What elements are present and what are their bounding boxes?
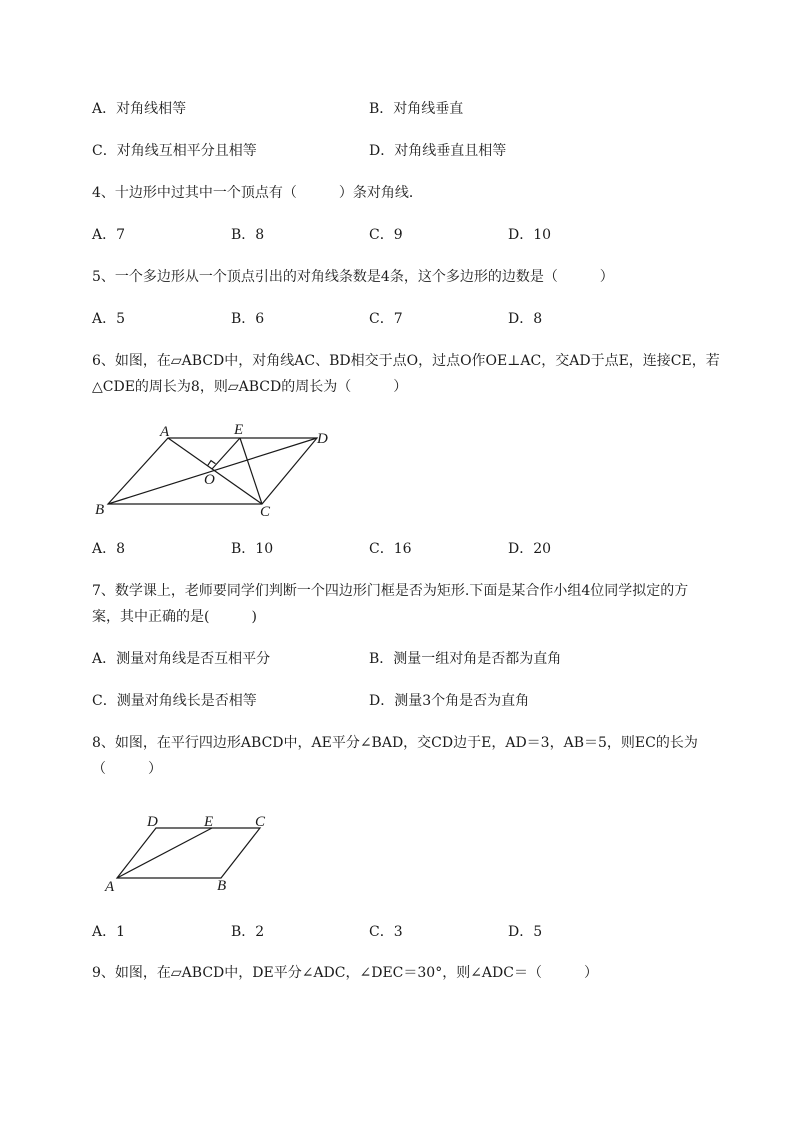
q7-option-a: A．测量对角线是否互相平分 [92,651,271,667]
q6-stem-line1: 6、如图，在▱ABCD中，对角线AC、BD相交于点O，过点O作OE⊥AC，交AD于点E，连接CE，若 [92,353,720,369]
q8-label-b: B [217,878,227,894]
q6-segment-ce [240,438,262,504]
q6-option-c: C．16 [369,541,412,557]
q3-option-a: A．对角线相等 [92,101,187,117]
q7-stem-line1: 7、数学课上，老师要同学们判断一个四边形门框是否为矩形.下面是某合作小组4位同学拟定的方 [92,583,689,599]
q6-segment-oe [212,438,240,469]
q6-label-a: A [160,424,170,440]
q7-option-d: D．测量3个角是否为直角 [369,693,530,709]
q8-option-b: B．2 [231,924,265,940]
q6-label-e: E [234,422,244,438]
q8-label-a: A [105,879,115,895]
q7-option-b: B．测量一组对角是否都为直角 [369,651,562,667]
q6-label-c: C [260,504,271,520]
q5-stem: 5、一个多边形从一个顶点引出的对角线条数是4条，这个多边形的边数是（ ） [92,269,614,285]
q7-option-c: C．测量对角线长是否相等 [92,693,257,709]
q8-label-e: E [204,814,214,830]
q6-label-d: D [317,431,328,447]
q6-diagonal-ac [168,438,262,504]
q4-option-d: D．10 [508,227,552,243]
q6-option-d: D．20 [508,541,552,557]
q6-label-b: B [95,502,105,518]
q3-option-b: B．对角线垂直 [369,101,464,117]
q9-stem: 9、如图，在▱ABCD中，DE平分∠ADC，∠DEC＝30°，则∠ADC＝（ ） [92,965,598,981]
q8-segment-ae [117,828,212,878]
q5-option-c: C．7 [369,311,403,327]
q4-option-a: A．7 [92,227,126,243]
q8-option-d: D．5 [508,924,543,940]
q5-option-d: D．8 [508,311,543,327]
q8-parallelogram-figure [100,810,280,896]
q4-option-b: B．8 [231,227,265,243]
q6-label-o: O [204,472,215,488]
q8-stem-line2: （ ） [92,761,162,777]
q8-parallelogram-abcd [117,828,260,878]
q6-stem-line2: △CDE的周长为8，则▱ABCD的周长为（ ） [92,379,408,395]
q8-label-d: D [147,814,158,830]
q6-parallelogram-figure [90,418,340,522]
q7-stem-line2: 案，其中正确的是( ) [92,609,257,625]
q6-option-b: B．10 [231,541,274,557]
q8-label-c: C [255,814,266,830]
q6-right-angle-mark [208,461,216,466]
q8-option-a: A．1 [92,924,126,940]
q5-option-a: A．5 [92,311,126,327]
q8-stem-line1: 8、如图，在平行四边形ABCD中，AE平分∠BAD，交CD边于E，AD＝3，AB＝5，则EC的长为 [92,735,698,751]
q6-option-a: A．8 [92,541,126,557]
q3-option-c: C．对角线互相平分且相等 [92,143,257,159]
q5-option-b: B．6 [231,311,265,327]
q3-option-d: D．对角线垂直且相等 [369,143,507,159]
q6-diagonal-bd [108,438,317,504]
q4-stem: 4、十边形中过其中一个顶点有（ ）条对角线． [92,185,423,201]
q8-option-c: C．3 [369,924,403,940]
q4-option-c: C．9 [369,227,403,243]
